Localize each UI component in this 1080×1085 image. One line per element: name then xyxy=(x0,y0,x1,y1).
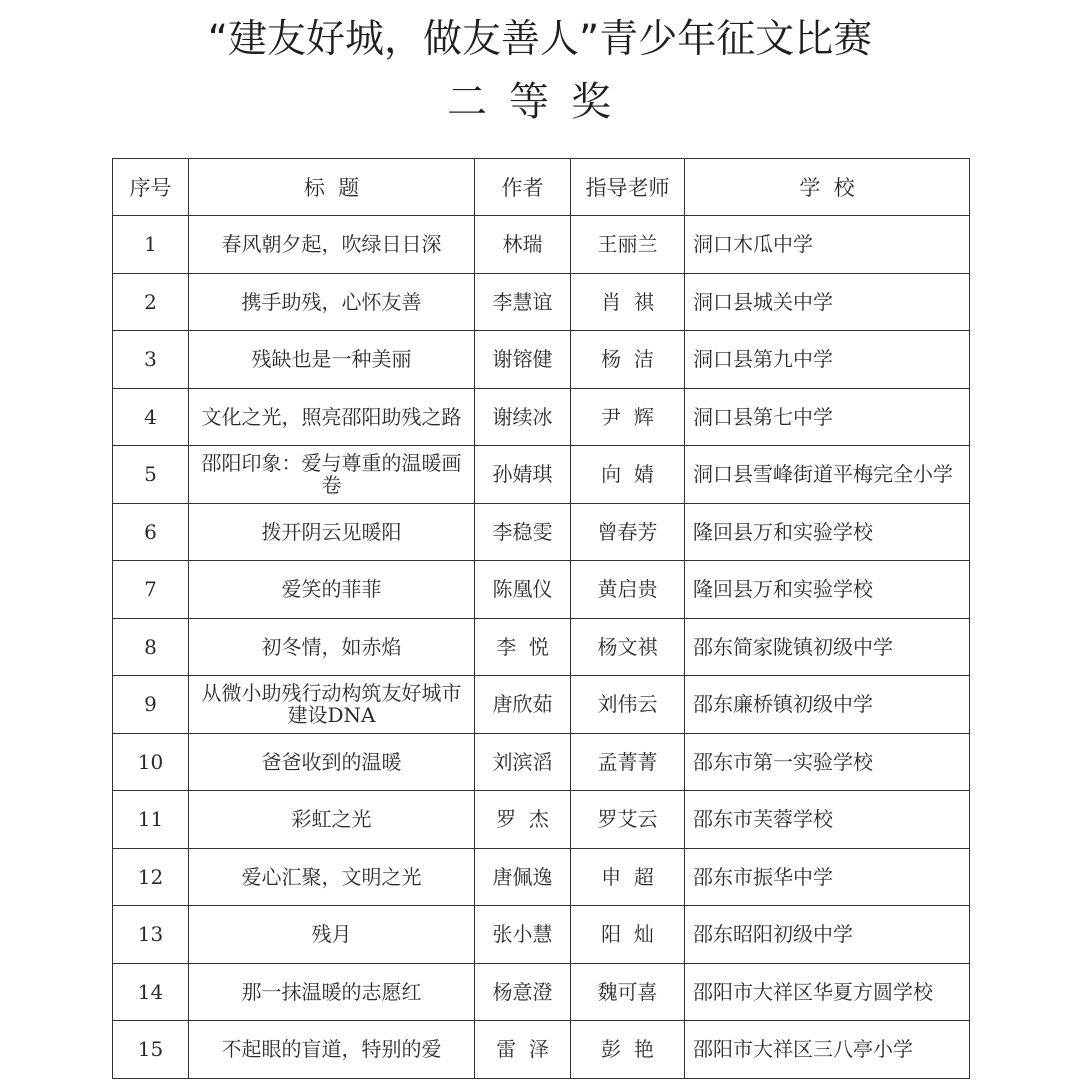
cell-title: 那一抹温暖的志愿红 xyxy=(189,963,475,1021)
cell-index: 6 xyxy=(113,503,189,561)
cell-index: 2 xyxy=(113,273,189,331)
cell-index: 5 xyxy=(113,446,189,504)
cell-index: 11 xyxy=(113,791,189,849)
cell-index: 1 xyxy=(113,216,189,274)
cell-teacher: 黄启贵 xyxy=(571,561,685,619)
table-row xyxy=(113,446,970,504)
cell-teacher: 魏可喜 xyxy=(571,963,685,1021)
table-row xyxy=(113,676,970,734)
header-title: 标 题 xyxy=(189,159,475,216)
cell-index: 3 xyxy=(113,331,189,389)
table-row xyxy=(113,733,970,791)
cell-teacher: 申 超 xyxy=(571,848,685,906)
cell-school: 邵东市芙蓉学校 xyxy=(685,791,970,849)
cell-author: 唐佩逸 xyxy=(475,848,571,906)
cell-teacher: 肖 祺 xyxy=(571,273,685,331)
cell-index: 4 xyxy=(113,388,189,446)
award-level: 二等奖 xyxy=(447,79,633,125)
cell-title: 春风朝夕起，吹绿日日深 xyxy=(189,216,475,274)
table-row xyxy=(113,561,970,619)
cell-author: 李稳雯 xyxy=(475,503,571,561)
cell-school: 洞口县雪峰街道平梅完全小学 xyxy=(685,446,970,504)
cell-title: 携手助残，心怀友善 xyxy=(189,273,475,331)
cell-teacher: 曾春芳 xyxy=(571,503,685,561)
cell-teacher: 王丽兰 xyxy=(571,216,685,274)
cell-school: 邵东廉桥镇初级中学 xyxy=(685,676,970,734)
cell-title: 彩虹之光 xyxy=(189,791,475,849)
cell-teacher: 向 婧 xyxy=(571,446,685,504)
cell-school: 洞口县第九中学 xyxy=(685,331,970,389)
cell-author: 罗 杰 xyxy=(475,791,571,849)
cell-school: 洞口县城关中学 xyxy=(685,273,970,331)
header-index: 序号 xyxy=(113,159,189,216)
cell-title: 邵阳印象：爱与尊重的温暖画卷 xyxy=(189,446,475,504)
cell-index: 8 xyxy=(113,618,189,676)
table-row xyxy=(113,791,970,849)
cell-author: 刘滨滔 xyxy=(475,733,571,791)
award-table xyxy=(112,158,970,1079)
cell-teacher: 孟菁菁 xyxy=(571,733,685,791)
header-author: 作者 xyxy=(475,159,571,216)
cell-school: 洞口木瓜中学 xyxy=(685,216,970,274)
table-row xyxy=(113,503,970,561)
cell-title: 初冬情，如赤焰 xyxy=(189,618,475,676)
cell-author: 李慧谊 xyxy=(475,273,571,331)
cell-school: 邵东市第一实验学校 xyxy=(685,733,970,791)
table-row xyxy=(113,906,970,964)
cell-title: 拨开阴云见暖阳 xyxy=(189,503,475,561)
cell-author: 李 悦 xyxy=(475,618,571,676)
cell-author: 张小慧 xyxy=(475,906,571,964)
cell-index: 10 xyxy=(113,733,189,791)
cell-author: 雷 泽 xyxy=(475,1021,571,1079)
cell-title: 爸爸收到的温暖 xyxy=(189,733,475,791)
cell-index: 15 xyxy=(113,1021,189,1079)
cell-author: 杨意澄 xyxy=(475,963,571,1021)
cell-teacher: 杨文祺 xyxy=(571,618,685,676)
cell-school: 洞口县第七中学 xyxy=(685,388,970,446)
cell-index: 12 xyxy=(113,848,189,906)
cell-index: 14 xyxy=(113,963,189,1021)
table-row xyxy=(113,618,970,676)
document-title: “建友好城，做友善人”青少年征文比赛 xyxy=(207,17,873,62)
cell-school: 邵东市振华中学 xyxy=(685,848,970,906)
cell-title: 爱笑的菲菲 xyxy=(189,561,475,619)
header-teacher: 指导老师 xyxy=(571,159,685,216)
cell-author: 陈凰仪 xyxy=(475,561,571,619)
table-row xyxy=(113,388,970,446)
cell-school: 邵阳市大祥区华夏方圆学校 xyxy=(685,963,970,1021)
cell-school: 邵东昭阳初级中学 xyxy=(685,906,970,964)
cell-teacher: 尹 辉 xyxy=(571,388,685,446)
cell-teacher: 彭 艳 xyxy=(571,1021,685,1079)
cell-author: 谢续冰 xyxy=(475,388,571,446)
cell-teacher: 杨 洁 xyxy=(571,331,685,389)
cell-author: 谢镕健 xyxy=(475,331,571,389)
table-row xyxy=(113,1021,970,1079)
cell-title: 残月 xyxy=(189,906,475,964)
cell-author: 唐欣茹 xyxy=(475,676,571,734)
table-row xyxy=(113,273,970,331)
cell-school: 隆回县万和实验学校 xyxy=(685,561,970,619)
cell-title: 爱心汇聚，文明之光 xyxy=(189,848,475,906)
table-row xyxy=(113,216,970,274)
cell-school: 隆回县万和实验学校 xyxy=(685,503,970,561)
cell-title: 文化之光，照亮邵阳助残之路 xyxy=(189,388,475,446)
cell-teacher: 阳 灿 xyxy=(571,906,685,964)
cell-author: 孙婧琪 xyxy=(475,446,571,504)
cell-title: 不起眼的盲道，特别的爱 xyxy=(189,1021,475,1079)
cell-index: 7 xyxy=(113,561,189,619)
cell-teacher: 罗艾云 xyxy=(571,791,685,849)
cell-title: 残缺也是一种美丽 xyxy=(189,331,475,389)
table-header-row xyxy=(113,159,970,216)
table-row xyxy=(113,848,970,906)
table-row xyxy=(113,331,970,389)
table-row xyxy=(113,963,970,1021)
cell-index: 13 xyxy=(113,906,189,964)
cell-index: 9 xyxy=(113,676,189,734)
cell-school: 邵阳市大祥区三八亭小学 xyxy=(685,1021,970,1079)
cell-title: 从微小助残行动构筑友好城市建设DNA xyxy=(189,676,475,734)
cell-teacher: 刘伟云 xyxy=(571,676,685,734)
header-school: 学 校 xyxy=(685,159,970,216)
cell-school: 邵东简家陇镇初级中学 xyxy=(685,618,970,676)
cell-author: 林瑞 xyxy=(475,216,571,274)
